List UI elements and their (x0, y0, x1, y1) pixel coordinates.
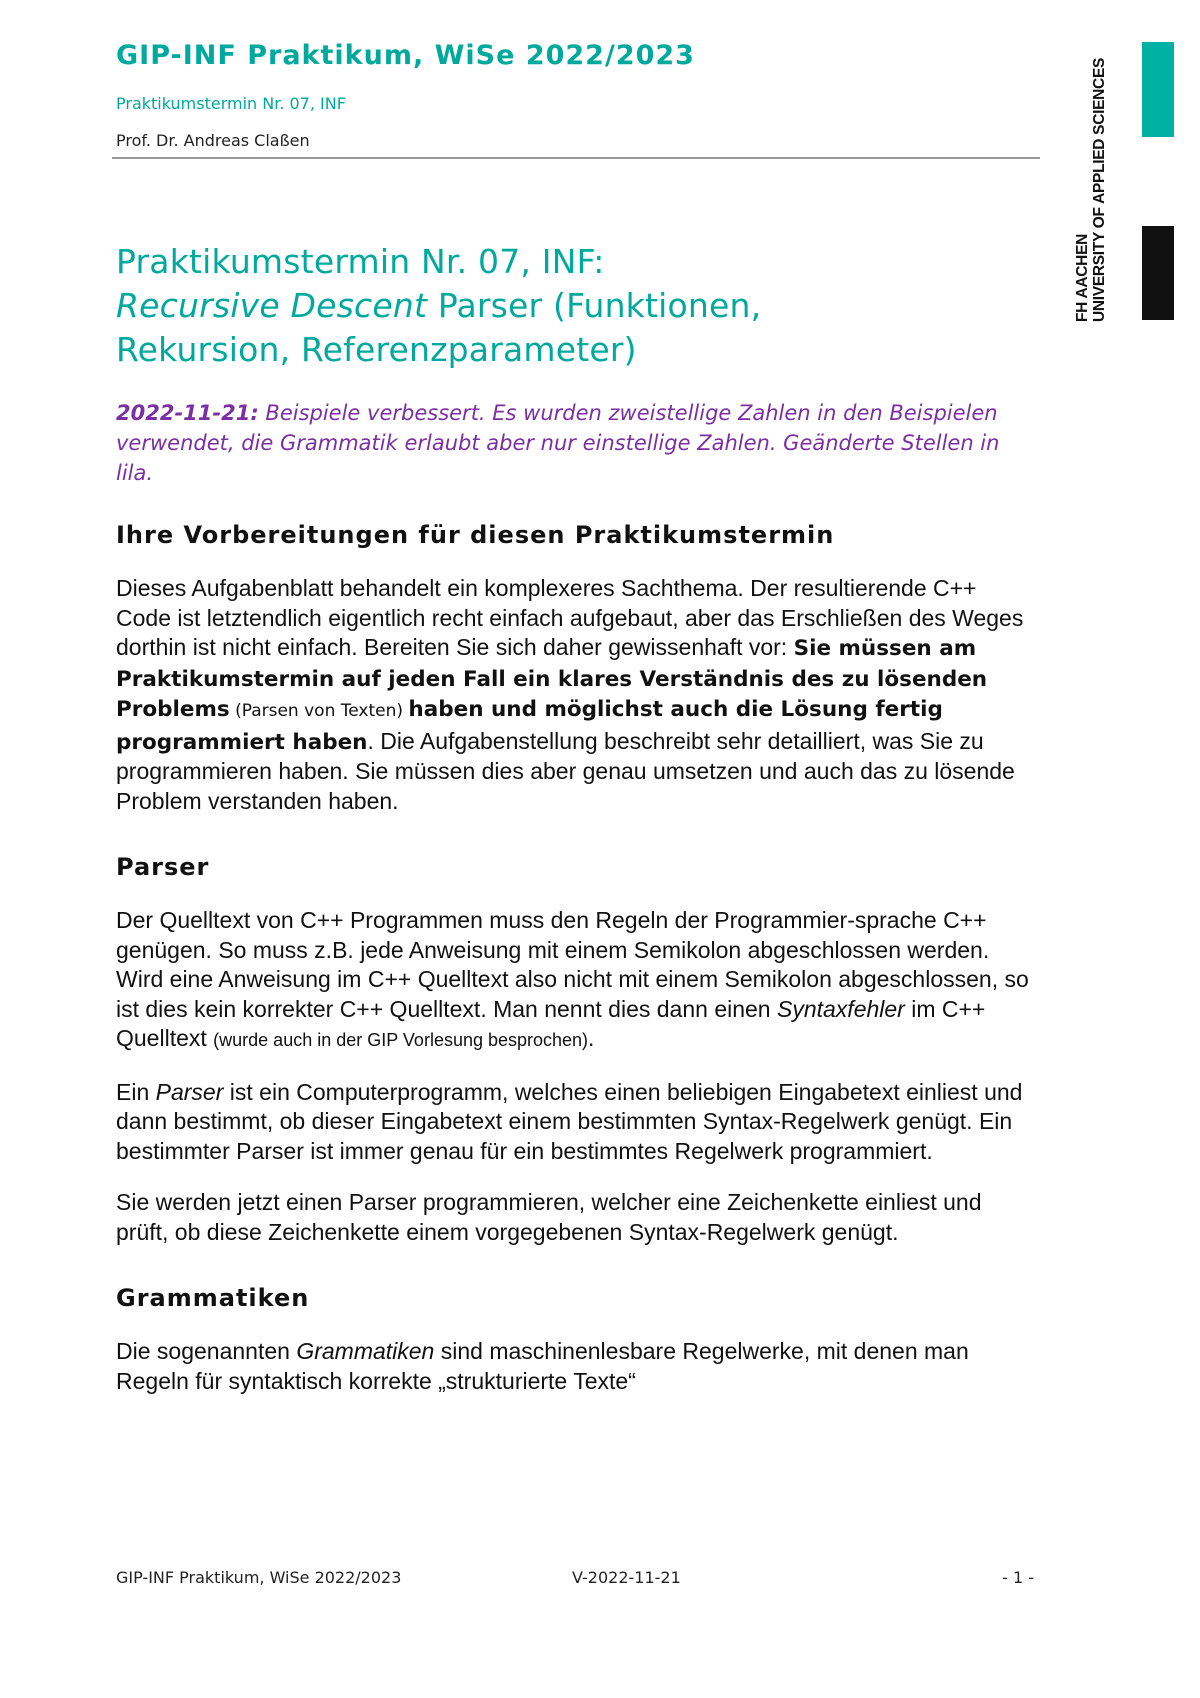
footer-course: GIP-INF Praktikum, WiSe 2022/2023 (116, 1568, 402, 1587)
change-note-date: 2022-11-21: (116, 401, 259, 425)
course-title: GIP-INF Praktikum, WiSe 2022/2023 (116, 40, 695, 71)
prep-bold-1: Sie müssen am Praktikumstermin auf jeden Fall ein klares Verständnis des zu lösenden Problems (116, 636, 988, 722)
change-note-text: Beispiele verbessert. Es wurden zweistellige Zahlen in den Beispielen verwendet, die Grammatik erlaubt aber nur einstellige Zahlen. Geänderte Stellen in lila. (116, 401, 1000, 485)
page-footer (116, 1568, 1034, 1592)
grammars-text-b: sind maschinenlesbare Regelwerke, mit denen man Regeln für syntaktisch korrekte „strukturierte Texte“ (116, 1338, 969, 1394)
fh-aachen-logo (1074, 32, 1108, 322)
grammars-italic: Grammatiken (296, 1338, 435, 1364)
title-italic: Recursive Descent (116, 286, 428, 325)
parser-paragraph-3: Sie werden jetzt einen Parser programmieren, welcher eine Zeichenkette einliest und prüft, ob diese Zeichenkette einem vorgegebenen Syntax-Regelwerk genügt. (116, 1189, 982, 1245)
prep-bold-2: haben und möglichst auch die Lösung fertig programmiert haben (116, 697, 943, 755)
preparation-paragraph (116, 574, 1034, 816)
section-heading-parser: Parser (116, 853, 210, 881)
grammars-text-a: Die sogenannten (116, 1338, 297, 1364)
section-heading-preparation: Ihre Vorbereitungen für diesen Praktikumstermin (116, 521, 835, 549)
parser-paragraph-1 (116, 906, 1034, 1056)
title-line-1: Praktikumstermin Nr. 07, INF: (116, 242, 605, 281)
parser-p1-text: Der Quelltext von C++ Programmen muss den Regeln der Programmier-sprache C++ genügen. So muss z.B. jede Anweisung mit einem Semikolon abgeschlossen werden. Wird eine Anweisung im C++ Quelltext also nicht mit einem Semikolon abgeschlossen, so ist dies kein korrekter C++ Quelltext. Man nennt dies dann einen (116, 907, 1029, 1022)
parser-p1-small: (wurde auch in der GIP Vorlesung besprochen) (213, 1030, 589, 1050)
section-heading-grammars: Grammatiken (116, 1284, 310, 1312)
prep-small: (Parsen von Texten) (229, 701, 409, 721)
footer-page-number: - 1 - (1002, 1568, 1034, 1587)
parser-p1-italic: Syntaxfehler (776, 995, 905, 1022)
professor-name: Prof. Dr. Andreas Claßen (116, 131, 310, 150)
footer-version: V-2022-11-21 (572, 1568, 681, 1587)
logo-teal-bar (1142, 42, 1174, 137)
parser-p1-text-b: im C++ Quelltext (116, 995, 986, 1051)
title-line-3: Rekursion, Referenzparameter) (116, 330, 637, 369)
parser-p2-text-a: Ein (116, 1078, 156, 1105)
header-divider (112, 157, 1040, 159)
prep-text-1: Dieses Aufgabenblatt behandelt ein komplexeres Sachthema. Der resultierende C++ Code ist letztendlich eigentlich recht einfach aufgebaut, aber das Erschließen des Weges dorthin ist nicht einfach. Bereiten Sie sich daher gewissenhaft vor: (116, 575, 1024, 660)
logo-black-bar (1142, 226, 1174, 320)
session-subtitle: Praktikumstermin Nr. 07, INF (116, 94, 346, 113)
logo-line-2: UNIVERSITY OF APPLIED SCIENCES (1091, 57, 1108, 322)
logo-line-1: FH AACHEN (1074, 234, 1091, 322)
title-line-2: Parser (Funktionen, (427, 286, 762, 325)
prep-text-end: . Die Aufgabenstellung beschreibt sehr detailliert, was Sie zu programmieren haben. Sie müssen dies aber genau umsetzen und auch das zu lösende Problem verstanden haben. (116, 727, 1015, 814)
main-content (116, 240, 1034, 1396)
parser-paragraph-2 (116, 1078, 1034, 1167)
parser-p1-end: . (588, 1025, 595, 1051)
parser-p2-italic: Parser (155, 1078, 224, 1105)
change-note (116, 398, 1034, 488)
grammars-paragraph (116, 1337, 1034, 1396)
page-title (116, 240, 1034, 372)
parser-p2-text-b: ist ein Computerprogramm, welches einen beliebigen Eingabetext einliest und dann bestimmt, ob dieser Eingabetext einem bestimmten Syntax-Regelwerk genügt. Ein bestimmter Parser ist immer genau für ein bestimmtes Regelwerk programmiert. (116, 1078, 1023, 1164)
